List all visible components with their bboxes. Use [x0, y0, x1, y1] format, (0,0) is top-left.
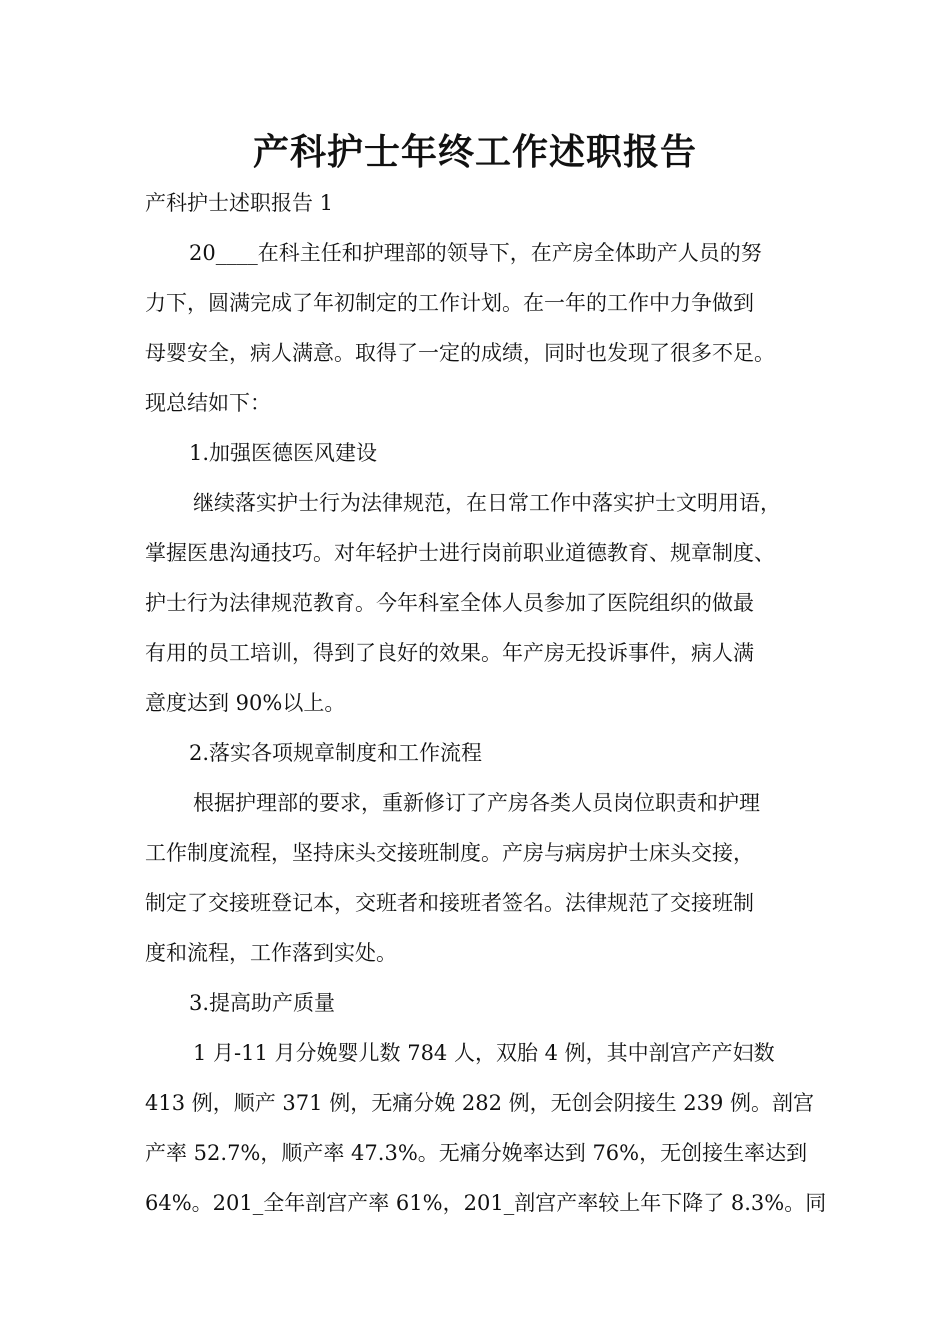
- paragraph-line: 母婴安全，病人满意。取得了一定的成绩，同时也发现了很多不足。: [145, 341, 775, 365]
- paragraph-line: 有用的员工培训，得到了良好的效果。年产房无投诉事件，病人满: [145, 641, 754, 665]
- paragraph-line: 20____在科主任和护理部的领导下，在产房全体助产人员的努: [189, 241, 762, 265]
- paragraph-line: 工作制度流程，坚持床头交接班制度。产房与病房护士床头交接，: [145, 841, 754, 865]
- paragraph-line: 度和流程，工作落到实处。: [145, 941, 397, 965]
- paragraph-line: 力下，圆满完成了年初制定的工作计划。在一年的工作中力争做到: [145, 291, 754, 315]
- section-heading: 2.落实各项规章制度和工作流程: [189, 741, 483, 765]
- paragraph-line: 产率 52.7%，顺产率 47.3%。无痛分娩率达到 76%，无创接生率达到: [145, 1141, 808, 1165]
- document-body: [145, 178, 827, 1228]
- paragraph-line: 掌握医患沟通技巧。对年轻护士进行岗前职业道德教育、规章制度、: [145, 541, 775, 565]
- paragraph-line: 64%。201_全年剖宫产率 61%，201_剖宫产率较上年下降了 8.3%。同: [145, 1191, 827, 1215]
- document-title: 产科护士年终工作述职报告: [252, 132, 697, 173]
- paragraph-line: 现总结如下：: [145, 391, 271, 415]
- paragraph-line: 制定了交接班登记本，交班者和接班者签名。法律规范了交接班制: [145, 891, 754, 915]
- section-heading: 1.加强医德医风建设: [189, 441, 378, 465]
- paragraph-line: 意度达到 90%以上。: [145, 691, 346, 715]
- paragraph-line: 1 月-11 月分娩婴儿数 784 人，双胎 4 例，其中剖宫产产妇数: [193, 1041, 775, 1065]
- document-subtitle: 产科护士述职报告 1: [145, 191, 334, 215]
- paragraph-line: 根据护理部的要求，重新修订了产房各类人员岗位职责和护理: [193, 791, 760, 815]
- section-heading: 3.提高助产质量: [189, 991, 336, 1015]
- paragraph-line: 护士行为法律规范教育。今年科室全体人员参加了医院组织的做最: [145, 591, 754, 615]
- paragraph-line: 继续落实护士行为法律规范，在日常工作中落实护士文明用语，: [193, 491, 781, 515]
- paragraph-line: 413 例，顺产 371 例，无痛分娩 282 例，无创会阴接生 239 例。剖宫: [145, 1091, 815, 1115]
